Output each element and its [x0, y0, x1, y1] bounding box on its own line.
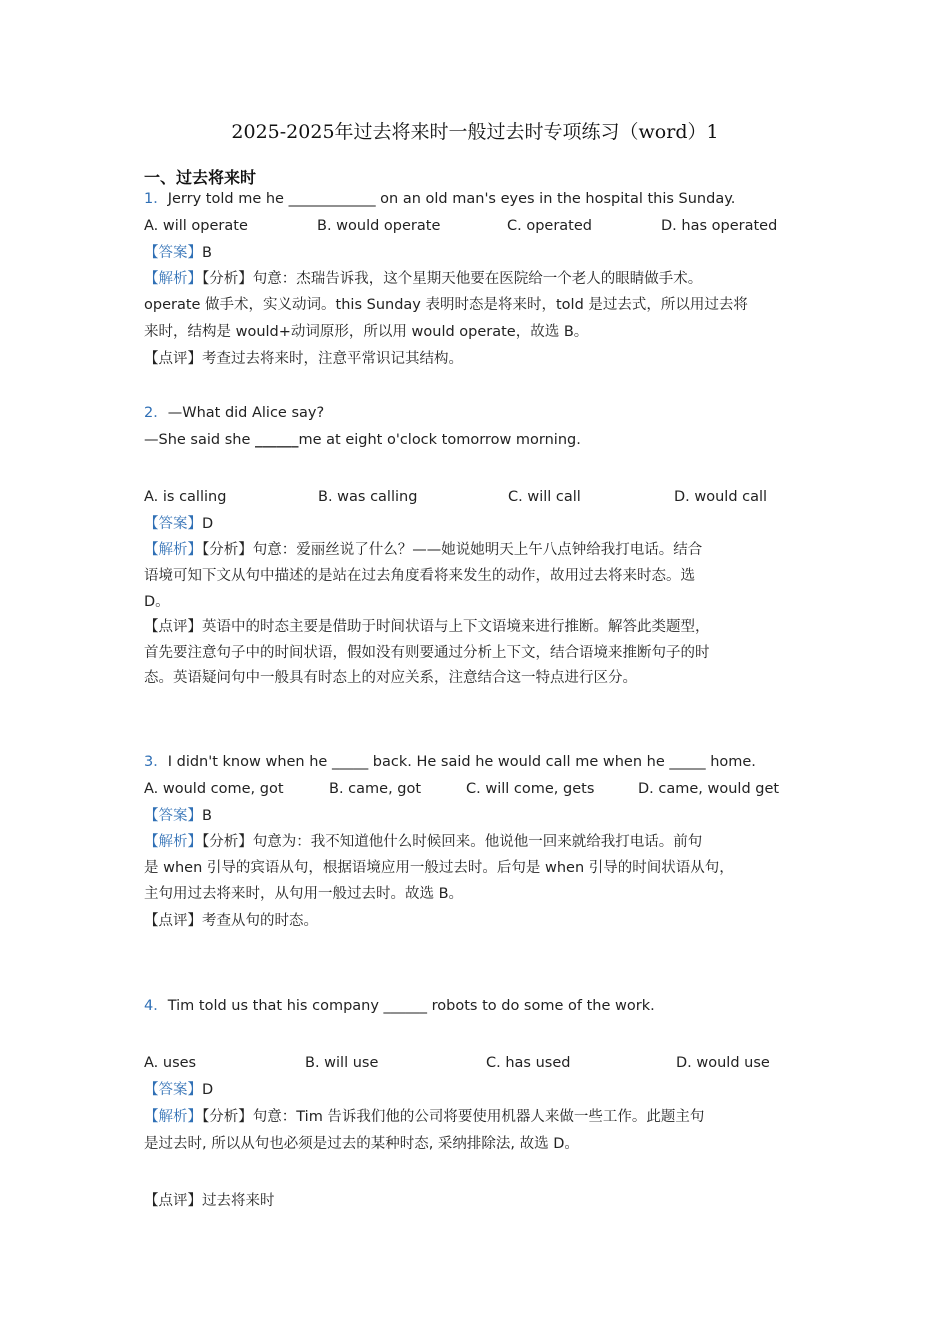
section-heading: 一、过去将来时	[144, 168, 257, 187]
question-text: Jerry told me he ____________ on an old man's eyes in the hospital this Sunday.	[167, 191, 736, 207]
option-d: D. came, would get	[638, 781, 780, 797]
analysis-text: 【分析】句意：Tim 告诉我们他的公司将要使用机器人来做一些工作。此题主句	[202, 1109, 705, 1125]
option-b: B. will use	[305, 1055, 379, 1071]
answer-value: B	[202, 808, 212, 824]
analysis-text: 【分析】句意为：我不知道他什么时候回来。他说他一回来就给我打电话。前句	[202, 834, 703, 850]
option-b: B. would operate	[317, 218, 441, 234]
option-c: C. operated	[507, 218, 592, 234]
option-a: A. is calling	[144, 489, 227, 505]
question-text: —She said she	[144, 432, 255, 448]
answer-line	[144, 806, 212, 826]
analysis-line	[144, 832, 702, 852]
option-a: A. would come, got	[144, 781, 284, 797]
comment-text: 【点评】过去将来时	[144, 1193, 275, 1209]
analysis-text: operate 做手术，实义动词。this Sunday 表明时态是将来时，told 是过去式，所以用过去将	[144, 297, 748, 313]
comment-text: 态。英语疑问句中一般具有时态上的对应关系，注意结合这一特点进行区分。	[144, 670, 637, 686]
answer-blank: ______	[254, 432, 299, 448]
question-number: 2．	[144, 405, 168, 421]
analysis-text: 【分析】句意：杰瑞告诉我，这个星期天他要在医院给一个老人的眼睛做手术。	[202, 271, 703, 287]
answer-value: D	[202, 1082, 214, 1098]
answer-line	[144, 514, 213, 534]
option-d: D. would call	[674, 489, 768, 505]
question-3	[144, 752, 756, 772]
analysis-line	[144, 540, 702, 560]
answer-line	[144, 243, 212, 263]
answer-value: D	[202, 516, 214, 532]
question-text: I didn't know when he _____ back. He said he would call me when he _____ home.	[167, 754, 756, 770]
analysis-text: 是过去时, 所以从句也必须是过去的某种时态, 采纳排除法, 故选 D。	[144, 1136, 579, 1152]
question-number: 4．	[144, 998, 168, 1014]
option-c: C. has used	[486, 1055, 571, 1071]
answer-tag: 【答案】	[144, 245, 202, 261]
answer-tag: 【答案】	[144, 1082, 202, 1098]
option-a: A. uses	[144, 1055, 197, 1071]
analysis-text: 是 when 引导的宾语从句，根据语境应用一般过去时。后句是 when 引导的时间状语从句，	[144, 860, 734, 876]
option-b: B. was calling	[318, 489, 418, 505]
comment-text: 【点评】考查从句的时态。	[144, 913, 318, 929]
analysis-tag: 【解析】	[144, 542, 202, 558]
option-c: C. will come, gets	[466, 781, 595, 797]
analysis-tag: 【解析】	[144, 271, 202, 287]
analysis-line	[144, 1107, 704, 1127]
question-1	[144, 189, 735, 209]
question-text-line	[144, 430, 581, 450]
answer-value: B	[202, 245, 212, 261]
question-4	[144, 996, 655, 1016]
analysis-text: 【分析】句意：爱丽丝说了什么？——她说她明天上午八点钟给我打电话。结合	[202, 542, 703, 558]
answer-tag: 【答案】	[144, 516, 202, 532]
question-text: Tim told us that his company ______ robots to do some of the work.	[167, 998, 655, 1014]
question-number: 1．	[144, 191, 168, 207]
comment-text: 首先要注意句子中的时间状语，假如没有则要通过分析上下文，结合语境来推断句子的时	[144, 645, 710, 661]
question-text: me at eight o'clock tomorrow morning.	[298, 432, 581, 448]
question-text: —What did Alice say?	[167, 405, 325, 421]
question-2	[144, 403, 324, 423]
analysis-text: 来时，结构是 would+动词原形，所以用 would operate，故选 B。	[144, 324, 589, 340]
comment-text: 【点评】考查过去将来时，注意平常识记其结构。	[144, 351, 463, 367]
option-a: A. will operate	[144, 218, 248, 234]
question-number: 3．	[144, 754, 168, 770]
analysis-text: D。	[144, 594, 170, 610]
option-b: B. came, got	[329, 781, 422, 797]
option-c: C. will call	[508, 489, 581, 505]
analysis-tag: 【解析】	[144, 834, 202, 850]
analysis-tag: 【解析】	[144, 1109, 202, 1125]
option-d: D. would use	[676, 1055, 770, 1071]
page-title: 2025-2025年过去将来时一般过去时专项练习（word）1	[231, 121, 719, 143]
answer-line	[144, 1080, 213, 1100]
answer-tag: 【答案】	[144, 808, 202, 824]
option-d: D. has operated	[661, 218, 778, 234]
analysis-text: 语境可知下文从句中描述的是站在过去角度看将来发生的动作，故用过去将来时态。选	[144, 568, 695, 584]
analysis-line	[144, 269, 702, 289]
analysis-text: 主句用过去将来时，从句用一般过去时。故选 B。	[144, 886, 464, 902]
comment-text: 【点评】英语中的时态主要是借助于时间状语与上下文语境来进行推断。解答此类题型，	[144, 619, 710, 635]
